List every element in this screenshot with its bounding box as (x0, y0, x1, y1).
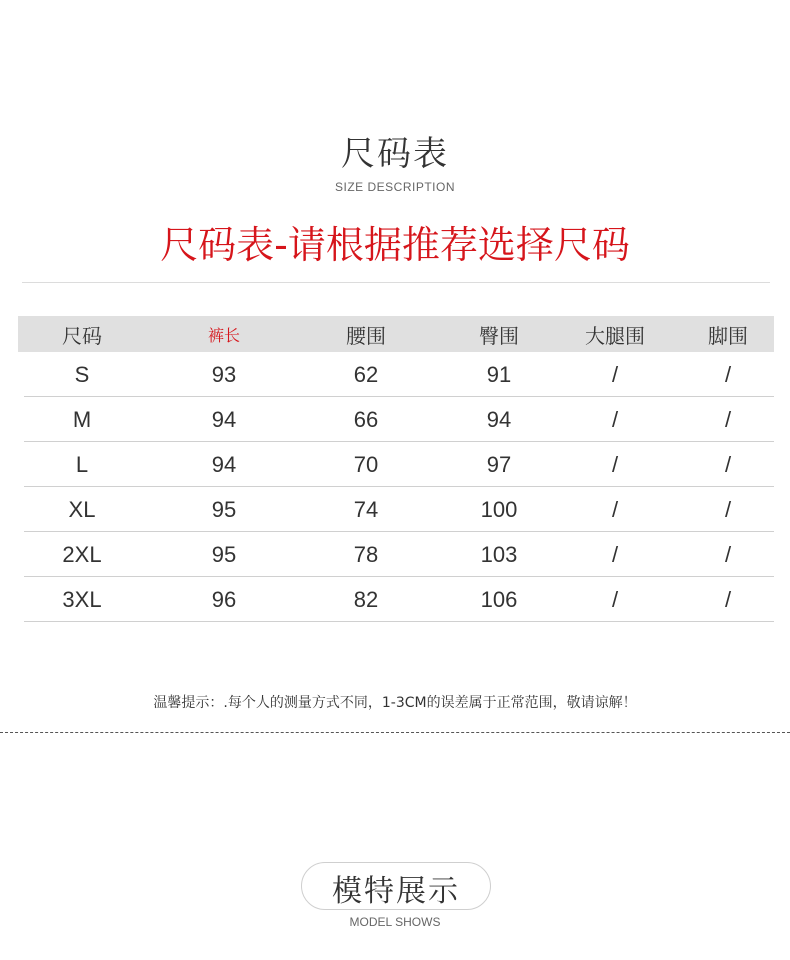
hip-cell: 97 (486, 451, 512, 477)
hip-cell: 100 (480, 496, 518, 522)
thigh-cell: / (611, 406, 619, 432)
model-section-title: 模特展示 (332, 874, 460, 909)
ankle-cell: / (724, 496, 732, 522)
size-cell: S (74, 361, 90, 387)
thigh-cell: / (611, 586, 619, 612)
page-title: 尺码表 (341, 134, 449, 174)
thigh-cell: / (611, 496, 619, 522)
column-header-size: 尺码 (62, 323, 102, 348)
table-row (18, 487, 774, 532)
table-row (18, 532, 774, 577)
ankle-cell: / (724, 541, 732, 567)
ankle-cell: / (724, 361, 732, 387)
waist-cell: 70 (353, 451, 379, 477)
size-cell: 2XL (62, 541, 102, 567)
hip-cell: 94 (486, 406, 512, 432)
size-table-header (18, 316, 774, 352)
column-header-thigh: 大腿围 (585, 323, 645, 348)
size-cell: M (72, 406, 92, 432)
column-header-pants-length: 裤长 (207, 325, 241, 345)
table-row (18, 442, 774, 487)
pants-length-cell: 94 (211, 406, 237, 432)
pants-length-cell: 93 (211, 361, 237, 387)
measurement-notice: 温馨提示：.每个人的测量方式不同，1-3CM的误差属于正常范围，敬请谅解！ (153, 695, 637, 711)
column-header-waist: 腰围 (346, 323, 386, 348)
size-cell: XL (68, 496, 96, 522)
ankle-cell: / (724, 406, 732, 432)
pants-length-cell: 94 (211, 451, 237, 477)
hip-cell: 106 (480, 586, 518, 612)
model-section-subtitle: MODEL SHOWS (349, 915, 441, 929)
ankle-cell: / (724, 451, 732, 477)
size-chart-headline: 尺码表-请根据推荐选择尺码 (160, 223, 630, 267)
waist-cell: 74 (353, 496, 379, 522)
waist-cell: 62 (353, 361, 379, 387)
dashed-divider (0, 732, 790, 733)
pants-length-cell: 96 (211, 586, 237, 612)
column-header-hip: 臀围 (479, 323, 519, 348)
column-header-ankle: 脚围 (708, 323, 748, 348)
thigh-cell: / (611, 361, 619, 387)
table-row (18, 397, 774, 442)
pants-length-cell: 95 (211, 496, 237, 522)
waist-cell: 82 (353, 586, 379, 612)
thigh-cell: / (611, 541, 619, 567)
size-cell: 3XL (62, 586, 102, 612)
table-row (18, 352, 774, 397)
ankle-cell: / (724, 586, 732, 612)
thigh-cell: / (611, 451, 619, 477)
divider-line (22, 282, 770, 283)
table-row (18, 577, 774, 622)
hip-cell: 91 (486, 361, 512, 387)
pants-length-cell: 95 (211, 541, 237, 567)
size-table (18, 316, 774, 622)
size-cell: L (75, 451, 89, 477)
waist-cell: 66 (353, 406, 379, 432)
waist-cell: 78 (353, 541, 379, 567)
page-subtitle: SIZE DESCRIPTION (334, 180, 455, 194)
hip-cell: 103 (480, 541, 518, 567)
